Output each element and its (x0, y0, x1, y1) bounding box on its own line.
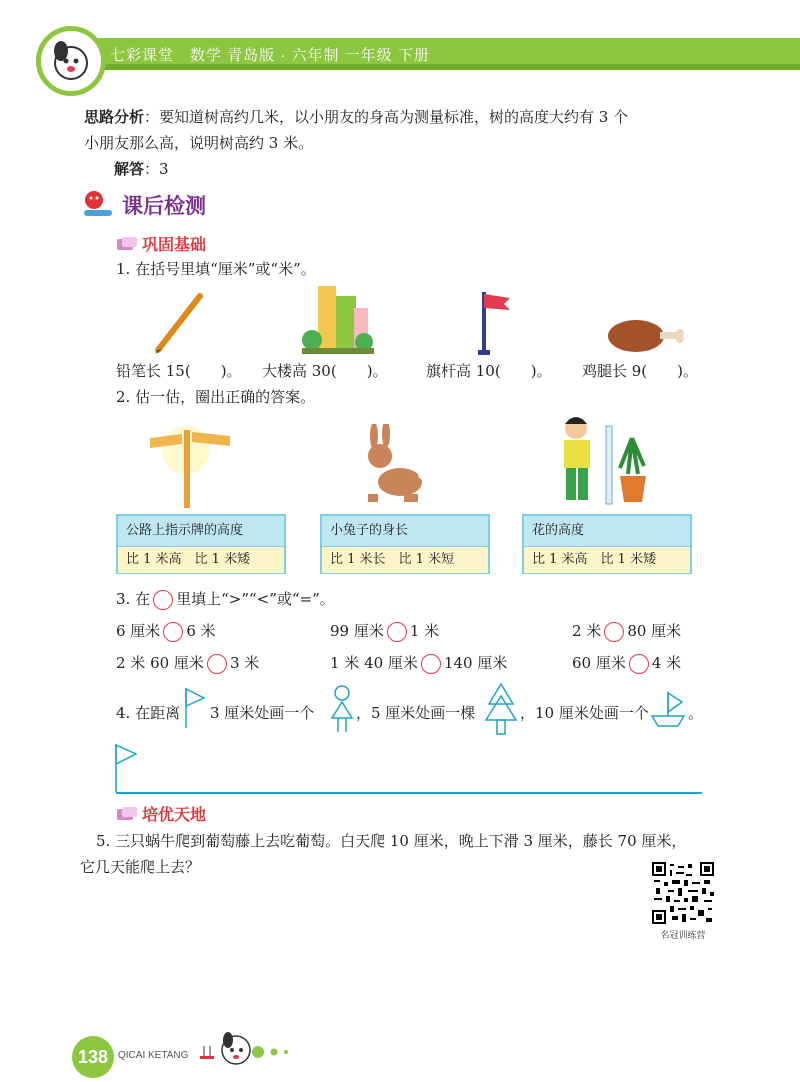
basic-title: 巩固基础 (142, 237, 207, 254)
boy-flower-image (548, 410, 658, 510)
analysis-text-2: 小朋友那么高，说明树高约 3 米。 (84, 134, 314, 152)
estimate-box-flower (522, 514, 692, 574)
estimate-title: 公路上指示牌的高度 (118, 516, 284, 547)
section-title: 课后检测 (122, 195, 206, 218)
drawing-baseline[interactable] (116, 792, 702, 794)
estimate-box-signpost (116, 514, 286, 574)
q2-prompt: 2. 估一估，圈出正确的答案。 (116, 388, 316, 406)
compare-circle[interactable] (421, 654, 441, 674)
q4-part3: ，5 厘米处画一棵 (356, 704, 476, 722)
mascot-logo-icon (36, 26, 106, 96)
circle-icon (153, 590, 173, 610)
q1-item-drumstick: 鸡腿长 9( )。 (582, 362, 699, 380)
compare-circle[interactable] (387, 622, 407, 642)
q1-item-building: 大楼高 30( )。 (262, 362, 388, 380)
footer-brand: QICAI KETANG (118, 1050, 189, 1061)
header-title: 七彩课堂 数学 青岛版 · 六年制 一年级 下册 (110, 47, 430, 64)
estimate-options[interactable]: 比 1 米高 比 1 米矮 (118, 547, 284, 573)
q5-line2: 它几天能爬上去？ (80, 858, 201, 876)
start-flag-icon (112, 742, 142, 796)
q4-part5: 。 (688, 704, 704, 722)
drumstick-image (604, 314, 684, 358)
compare-item: 1 米 40 厘米 140 厘米 (330, 654, 508, 672)
analysis-text-1: ：要知道树高约几米，以小朋友的身高为测量标准，树的高度大约有 3 个 (144, 108, 629, 126)
estimate-options[interactable]: 比 1 米长 比 1 米短 (322, 547, 488, 573)
estimate-box-rabbit (320, 514, 490, 574)
q1-prompt: 1. 在括号里填“厘米”或“米”。 (116, 260, 316, 278)
flag-icon (182, 686, 208, 734)
estimate-title: 花的高度 (524, 516, 690, 547)
qr-code-icon[interactable] (652, 862, 714, 924)
q4-part2: 3 厘米处画一个 (210, 704, 315, 722)
estimate-options[interactable]: 比 1 米高 比 1 米矮 (524, 547, 690, 573)
q1-item-pencil: 铅笔长 15( )。 (116, 362, 242, 380)
q3-prompt-b: 里填上“>”“<”或“=”。 (176, 590, 335, 608)
section-mascot-icon (80, 188, 116, 224)
compare-item: 6 厘米 6 米 (116, 622, 216, 640)
compare-circle[interactable] (604, 622, 624, 642)
book-icon (116, 806, 138, 826)
compare-circle[interactable] (629, 654, 649, 674)
book-icon (116, 236, 138, 256)
q4-part4: ，10 厘米处画一个 (520, 704, 649, 722)
mascot-footer-icon (196, 1026, 306, 1082)
advanced-title: 培优天地 (142, 807, 207, 824)
signpost-image (146, 420, 236, 514)
sailboat-icon (650, 688, 686, 732)
building-image (298, 280, 378, 360)
compare-item: 2 米 60 厘米 3 米 (116, 654, 260, 672)
answer-label: 解答 (114, 161, 145, 178)
analysis-label: 思路分析 (84, 109, 145, 126)
q3-prompt (116, 588, 335, 610)
q3-prompt-a: 3. 在 (116, 590, 151, 608)
answer-value: ：3 (144, 160, 169, 178)
compare-item: 99 厘米 1 米 (330, 622, 440, 640)
q4-part1: 4. 在距离 (116, 704, 181, 722)
compare-circle[interactable] (207, 654, 227, 674)
compare-item: 60 厘米 4 米 (572, 654, 682, 672)
compare-circle[interactable] (163, 622, 183, 642)
answer-line (114, 156, 169, 183)
q5-line1: 5. 三只蜗牛爬到葡萄藤上去吃葡萄。白天爬 10 厘米，晚上下滑 3 厘米，藤长 70 厘米， (96, 832, 687, 850)
compare-item: 2 米 80 厘米 (572, 622, 682, 640)
analysis-block (84, 104, 744, 131)
qr-caption: 名冠训练营 (660, 931, 706, 941)
person-icon (328, 684, 356, 738)
page-number: 138 (72, 1036, 114, 1078)
estimate-title: 小兔子的身长 (322, 516, 488, 547)
flagpole-image (476, 290, 516, 360)
tree-icon (484, 682, 518, 740)
pencil-image (150, 290, 210, 358)
rabbit-image (354, 424, 434, 514)
q1-item-flagpole: 旗杆高 10( )。 (426, 362, 552, 380)
